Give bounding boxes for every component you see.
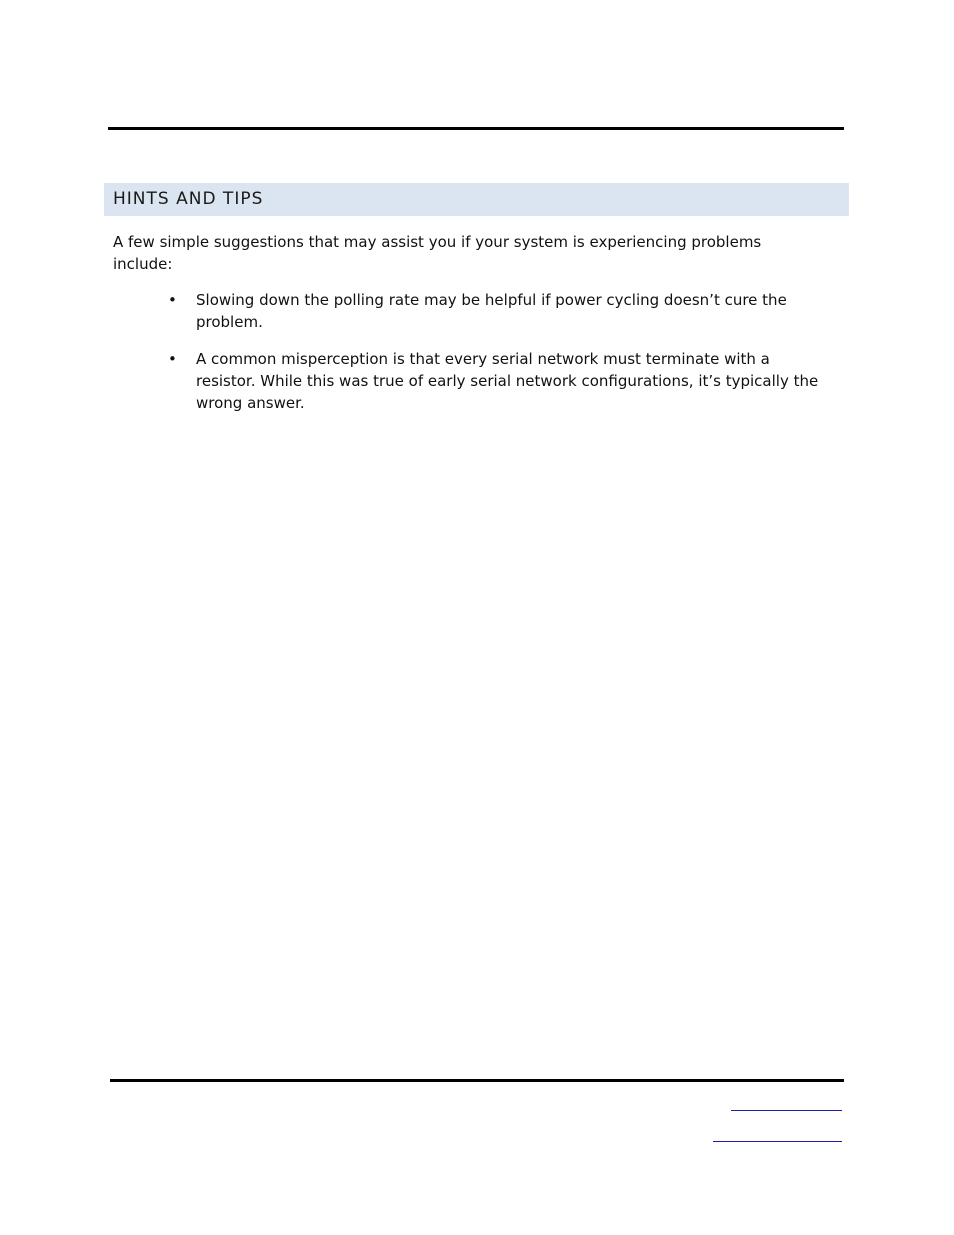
header-rule: [108, 127, 844, 130]
bullet-icon: •: [168, 350, 177, 368]
tip-item: [168, 348, 828, 414]
tip-item: [168, 289, 828, 333]
intro-paragraph: A few simple suggestions that may assist you if your system is experiencing problems include:: [113, 233, 762, 273]
tips-list: [168, 289, 828, 429]
tip-text: Slowing down the polling rate may be helpful if power cycling doesn’t cure the problem.: [196, 291, 787, 331]
bullet-icon: •: [168, 291, 177, 309]
tip-text: A common misperception is that every serial network must terminate with a resistor. While this was true of early serial network configurations, it’s typically the wrong answer.: [196, 350, 819, 412]
footer-link-underline[interactable]: [713, 1141, 842, 1142]
footer-link-underline[interactable]: [731, 1110, 842, 1111]
footer-rule: [110, 1079, 844, 1082]
section-heading-band: [104, 183, 849, 216]
section-heading: HINTS AND TIPS: [113, 189, 264, 209]
